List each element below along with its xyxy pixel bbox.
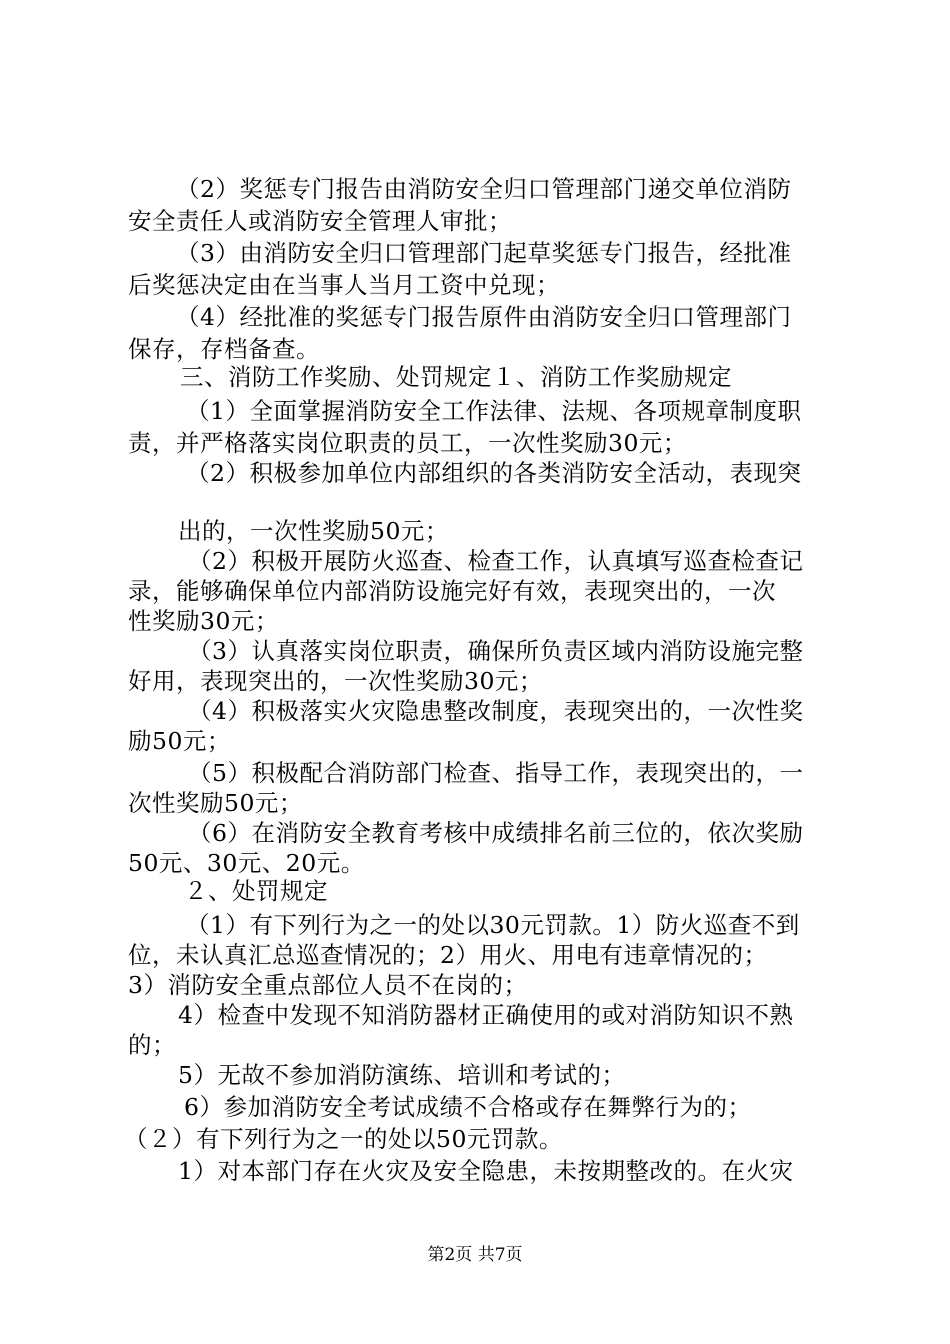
paragraph-line: 次性奖励50元； bbox=[128, 789, 303, 817]
paragraph-line: （2）积极开展防火巡查、检查工作，认真填写巡查检查记 bbox=[188, 547, 804, 575]
paragraph-line: （4）经批准的奖惩专门报告原件由消防安全归口管理部门 bbox=[176, 303, 792, 331]
paragraph-line: （4）积极落实火灾隐患整改制度，表现突出的，一次性奖 bbox=[188, 697, 804, 725]
paragraph-line: 位，未认真汇总巡查情况的；2）用火、用电有违章情况的； bbox=[128, 941, 768, 969]
section-heading: ２、处罚规定 bbox=[184, 877, 328, 905]
paragraph-line: 的； bbox=[128, 1031, 176, 1059]
paragraph-line: （2）奖惩专门报告由消防安全归口管理部门递交单位消防 bbox=[176, 175, 792, 203]
paragraph-line: 1）对本部门存在火灾及安全隐患，未按期整改的。在火灾 bbox=[178, 1157, 794, 1185]
paragraph-line: 3）消防安全重点部位人员不在岗的； bbox=[128, 971, 528, 999]
paragraph-line: 性奖励30元； bbox=[128, 607, 279, 635]
paragraph-line: （3）认真落实岗位职责，确保所负责区域内消防设施完整 bbox=[188, 637, 804, 665]
paragraph-line: （1）有下列行为之一的处以30元罚款。1）防火巡查不到 bbox=[186, 911, 800, 939]
paragraph-line: 后奖惩决定由在当事人当月工资中兑现； bbox=[128, 271, 560, 299]
paragraph-line: 50元、30元、20元。 bbox=[128, 849, 365, 877]
page-footer: 第2页 共7页 bbox=[427, 1245, 523, 1265]
paragraph-line: （6）在消防安全教育考核中成绩排名前三位的，依次奖励 bbox=[188, 819, 804, 847]
paragraph-line: 出的，一次性奖励50元； bbox=[178, 517, 449, 545]
paragraph-line: （2）积极参加单位内部组织的各类消防安全活动，表现突 bbox=[186, 459, 802, 487]
section-heading: 三、消防工作奖励、处罚规定１、消防工作奖励规定 bbox=[180, 363, 732, 391]
paragraph-line: （２）有下列行为之一的处以50元罚款。 bbox=[124, 1125, 563, 1153]
paragraph-line: 励50元； bbox=[128, 727, 231, 755]
paragraph-line: 好用，表现突出的，一次性奖励30元； bbox=[128, 667, 543, 695]
paragraph-line: 安全责任人或消防安全管理人审批； bbox=[128, 207, 512, 235]
paragraph-line: （1）全面掌握消防安全工作法律、法规、各项规章制度职 bbox=[186, 397, 802, 425]
paragraph-line: 6）参加消防安全考试成绩不合格或存在舞弊行为的； bbox=[184, 1093, 752, 1121]
paragraph-line: 保存，存档备查。 bbox=[128, 335, 320, 363]
paragraph-line: 4）检查中发现不知消防器材正确使用的或对消防知识不熟 bbox=[178, 1001, 794, 1029]
paragraph-line: 录，能够确保单位内部消防设施完好有效，表现突出的，一次 bbox=[128, 577, 776, 605]
paragraph-line: 5）无故不参加消防演练、培训和考试的； bbox=[178, 1061, 626, 1089]
paragraph-line: （5）积极配合消防部门检查、指导工作，表现突出的，一 bbox=[188, 759, 804, 787]
paragraph-line: 责，并严格落实岗位职责的员工，一次性奖励30元； bbox=[128, 429, 687, 457]
paragraph-line: （3）由消防安全归口管理部门起草奖惩专门报告，经批准 bbox=[176, 239, 792, 267]
